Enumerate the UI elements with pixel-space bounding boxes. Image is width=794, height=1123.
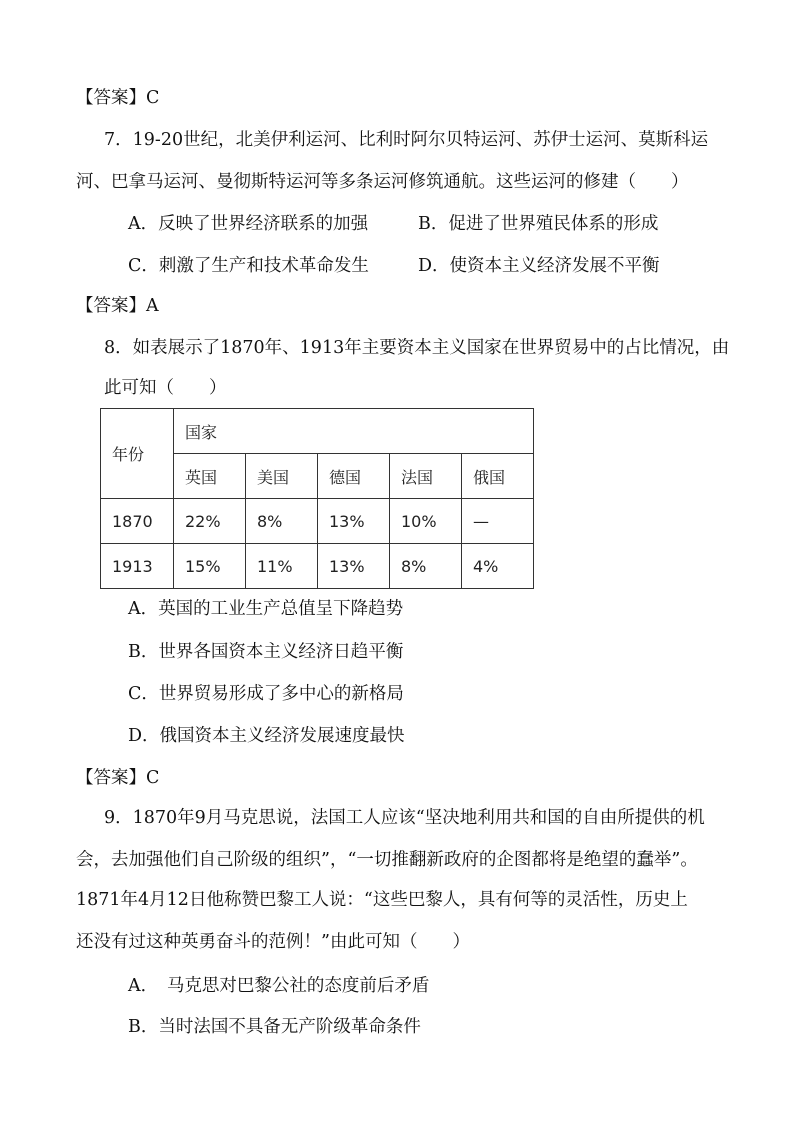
- table-country-germany: 德国: [318, 454, 390, 499]
- question-9-stem-line-4: 还没有过这种英勇奋斗的范例！”由此可知（ ）: [76, 932, 470, 952]
- question-8-option-c: C．世界贸易形成了多中心的新格局: [128, 684, 404, 704]
- table-row: [101, 544, 534, 589]
- question-9-option-b: B．当时法国不具备无产阶级革命条件: [128, 1017, 421, 1037]
- answer-6: 【答案】C: [76, 88, 160, 108]
- question-8-stem-line-2: 此可知（ ）: [104, 378, 227, 398]
- table-country-russia: 俄国: [462, 454, 534, 499]
- trade-share-table: [100, 408, 534, 589]
- table-cell-year: 1913: [101, 544, 174, 589]
- table-cell-year: 1870: [101, 499, 174, 544]
- question-7-option-a: A．反映了世界经济联系的加强: [128, 214, 369, 234]
- answer-8: 【答案】C: [76, 768, 160, 788]
- table-row: [101, 499, 534, 544]
- question-9-stem-line-2: 会，去加强他们自己阶级的组织”，“一切推翻新政府的企图都将是绝望的蠢举”。: [76, 850, 698, 870]
- table-country-us: 美国: [246, 454, 318, 499]
- question-7-option-c: C．刺激了生产和技术革命发生: [128, 256, 369, 276]
- table-cell: 8%: [246, 499, 318, 544]
- question-9-stem-line-1: 9．1870年9月马克思说，法国工人应该“坚决地利用共和国的自由所提供的机: [104, 808, 705, 828]
- table-cell: 10%: [390, 499, 462, 544]
- table-cell: 11%: [246, 544, 318, 589]
- table-cell: 13%: [318, 544, 390, 589]
- question-8-option-b: B．世界各国资本主义经济日趋平衡: [128, 642, 404, 662]
- question-8-stem-line-1: 8．如表展示了1870年、1913年主要资本主义国家在世界贸易中的占比情况，由: [104, 338, 730, 358]
- table-cell: 22%: [174, 499, 246, 544]
- question-9-stem-line-3: 1871年4月12日他称赞巴黎工人说：“这些巴黎人，具有何等的灵活性，历史上: [76, 890, 688, 910]
- table-country-france: 法国: [390, 454, 462, 499]
- question-7-stem-line-1: 7．19-20世纪，北美伊利运河、比利时阿尔贝特运河、苏伊士运河、莫斯科运: [104, 130, 709, 150]
- question-8-option-d: D．俄国资本主义经济发展速度最快: [128, 726, 405, 746]
- table-country-uk: 英国: [174, 454, 246, 499]
- table-cell: 15%: [174, 544, 246, 589]
- table-cell: —: [462, 499, 534, 544]
- table-header-year: 年份: [101, 409, 174, 499]
- table-cell: 13%: [318, 499, 390, 544]
- question-8-option-a: A．英国的工业生产总值呈下降趋势: [128, 599, 404, 619]
- answer-7: 【答案】A: [76, 296, 159, 316]
- question-7-stem-line-2: 河、巴拿马运河、曼彻斯特运河等多条运河修筑通航。这些运河的修建（ ）: [76, 172, 689, 192]
- table-cell: 4%: [462, 544, 534, 589]
- table-header-country: 国家: [174, 409, 534, 454]
- question-7-option-b: B．促进了世界殖民体系的形成: [418, 214, 659, 234]
- table-cell: 8%: [390, 544, 462, 589]
- question-7-option-d: D．使资本主义经济发展不平衡: [418, 256, 660, 276]
- question-9-option-a: A． 马克思对巴黎公社的态度前后矛盾: [128, 976, 430, 996]
